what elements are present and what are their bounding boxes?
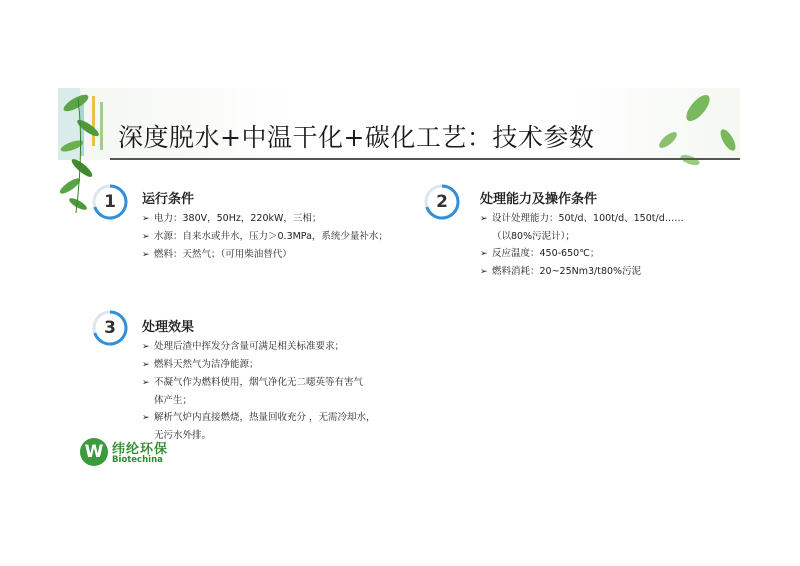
bullet-arrow-icon: ➢ [142,360,150,370]
list-item [142,356,376,374]
section-number: 3 [104,318,116,338]
bullet-text: 燃料消耗：20~25Nm3/t80%污泥 [492,266,642,277]
list-item-continuation: 无污水外排。 [154,430,212,441]
section-number-badge [424,184,460,220]
list-item [480,210,684,228]
list-item-continuation: 体产生； [154,395,193,406]
bullet-text: 不凝气作为燃料使用，烟气净化无二噁英等有害气 [154,377,364,388]
list-item [142,374,376,392]
logo-mark-icon: W [80,438,108,466]
company-logo [80,438,190,470]
bullet-text: 燃料天然气为洁净能源； [154,359,259,370]
bullet-text: 解析气炉内直接燃烧，热量回收充分 ，无需冷却水， [154,412,376,423]
logo-chinese-name: 纬纶环保 [112,442,169,457]
bullet-arrow-icon: ➢ [142,214,150,224]
bullet-arrow-icon: ➢ [480,249,488,259]
bullet-arrow-icon: ➢ [142,342,150,352]
section-heading: 处理能力及操作条件 [480,192,598,207]
bullet-list [142,338,376,444]
list-item [142,246,388,264]
bullet-list [480,210,684,281]
bullet-text: 燃料：天然气；（可用柴油替代） [154,249,292,260]
bullet-arrow-icon: ➢ [142,378,150,388]
bullet-arrow-icon: ➢ [142,250,150,260]
list-item [480,245,684,263]
title-divider [110,158,740,160]
list-item-continuation: （以80%污泥计）； [492,231,575,242]
bullet-list [142,210,388,264]
bullet-text: 处理后渣中挥发分含量可满足相关标准要求； [154,341,345,352]
list-item [480,263,684,281]
list-item [142,338,376,356]
logo-english-name: Biotechina [112,455,163,465]
page-title: 深度脱水+中温干化+碳化工艺：技术参数 [118,123,595,152]
bullet-text: 反应温度：450-650℃； [492,248,600,259]
bullet-text: 电力：380V，50Hz，220kW，三相； [154,213,322,224]
section-heading: 运行条件 [142,192,195,207]
list-item [142,228,388,246]
bullet-text: 设计处理能力：50t/d、100t/d、150t/d…… [492,213,684,224]
section-number: 1 [104,192,116,212]
section-number-badge [92,310,128,346]
section-number-badge [92,184,128,220]
section-heading: 处理效果 [142,320,195,335]
bullet-arrow-icon: ➢ [480,214,488,224]
list-item [142,409,376,427]
section-number: 2 [436,192,448,212]
bullet-text: 水源：自来水或井水，压力＞0.3MPa，系统少量补水； [154,231,388,242]
bullet-arrow-icon: ➢ [480,267,488,277]
bullet-arrow-icon: ➢ [142,232,150,242]
bullet-arrow-icon: ➢ [142,413,150,423]
list-item [142,210,388,228]
